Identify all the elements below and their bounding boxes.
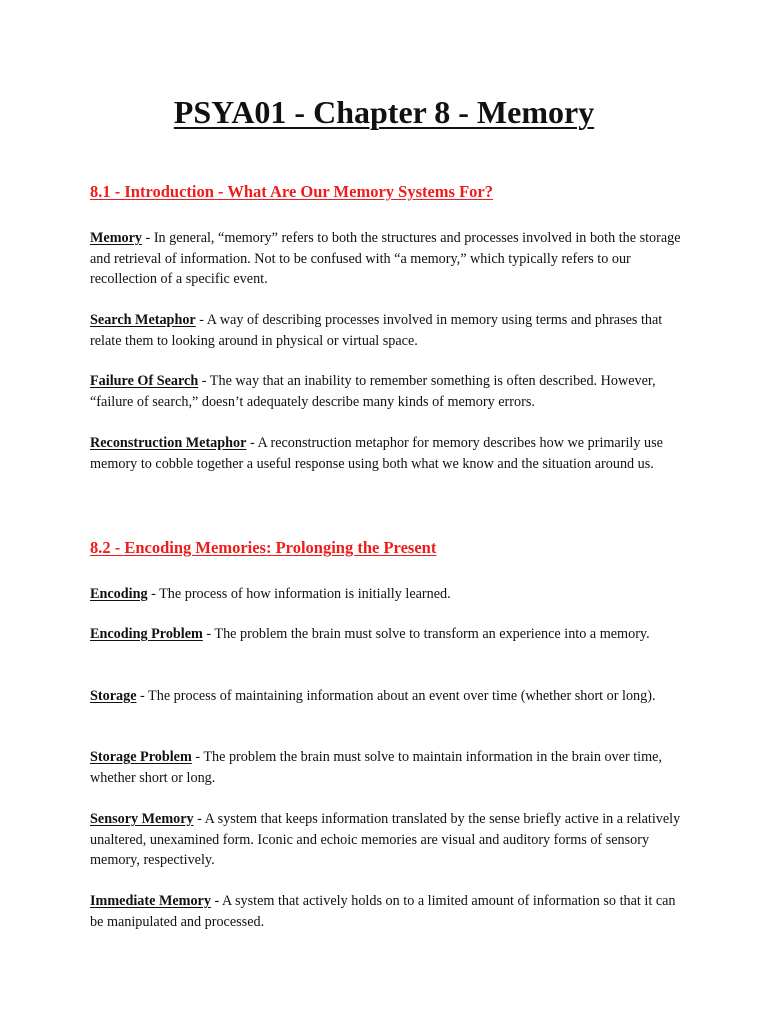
term-definition: - The process of how information is initially learned. (147, 586, 451, 602)
term-label: Failure Of Search (90, 373, 199, 389)
term-definition: - A reconstruction metaphor for memory describes how we primarily use memory to cobble together a useful response using both what we know and the situation around us. (90, 435, 663, 472)
definition-entry-encoding (90, 584, 686, 605)
term-label: Encoding Problem (90, 626, 203, 642)
term-label: Memory (90, 230, 142, 246)
term-definition: - The problem the brain must solve to transform an experience into a memory. (202, 626, 650, 642)
definition-entry-storage (90, 686, 686, 707)
section-heading-8-1: 8.1 - Introduction - What Are Our Memory Systems For? (90, 182, 494, 201)
term-definition: - A system that keeps information translated by the sense briefly active in a relatively unaltered, unexamined form. Iconic and echoic memories are visual and auditory forms of sensory memory, respectively. (90, 811, 681, 869)
definition-entry-memory (90, 228, 686, 290)
term-definition: - A way of describing processes involved in memory using terms and phrases that relate them to looking around in physical or virtual space. (90, 312, 663, 349)
term-definition: - The problem the brain must solve to maintain information in the brain over time, whether short or long. (90, 749, 662, 786)
term-label: Reconstruction Metaphor (90, 435, 247, 451)
term-label: Immediate Memory (90, 893, 211, 909)
term-definition: - The process of maintaining information about an event over time (whether short or long). (136, 688, 656, 704)
term-label: Search Metaphor (90, 312, 196, 328)
definition-entry-sensory-memory (90, 809, 686, 871)
definition-entry-reconstruction-metaphor (90, 433, 686, 474)
term-definition: - The way that an inability to remember something is often described. However, “failure of search,” doesn’t adequately describe many kinds of memory errors. (90, 373, 656, 410)
definition-entry-encoding-problem (90, 624, 686, 645)
section-heading-8-2: 8.2 - Encoding Memories: Prolonging the Present (90, 538, 437, 557)
definition-entry-immediate-memory (90, 891, 686, 932)
definition-entry-search-metaphor (90, 310, 686, 351)
document-title: PSYA01 - Chapter 8 - Memory (173, 94, 595, 130)
term-label: Sensory Memory (90, 811, 194, 827)
term-label: Storage Problem (90, 749, 192, 765)
definition-entry-storage-problem (90, 747, 686, 788)
term-definition: - A system that actively holds on to a limited amount of information so that it can be manipulated and processed. (90, 893, 676, 930)
term-label: Encoding (90, 586, 148, 602)
definition-entry-failure-of-search (90, 371, 686, 412)
term-definition: - In general, “memory” refers to both the structures and processes involved in both the storage and retrieval of information. Not to be confused with “a memory,” which typically refers to our recollection of a specific event. (90, 230, 681, 288)
term-label: Storage (90, 688, 137, 704)
